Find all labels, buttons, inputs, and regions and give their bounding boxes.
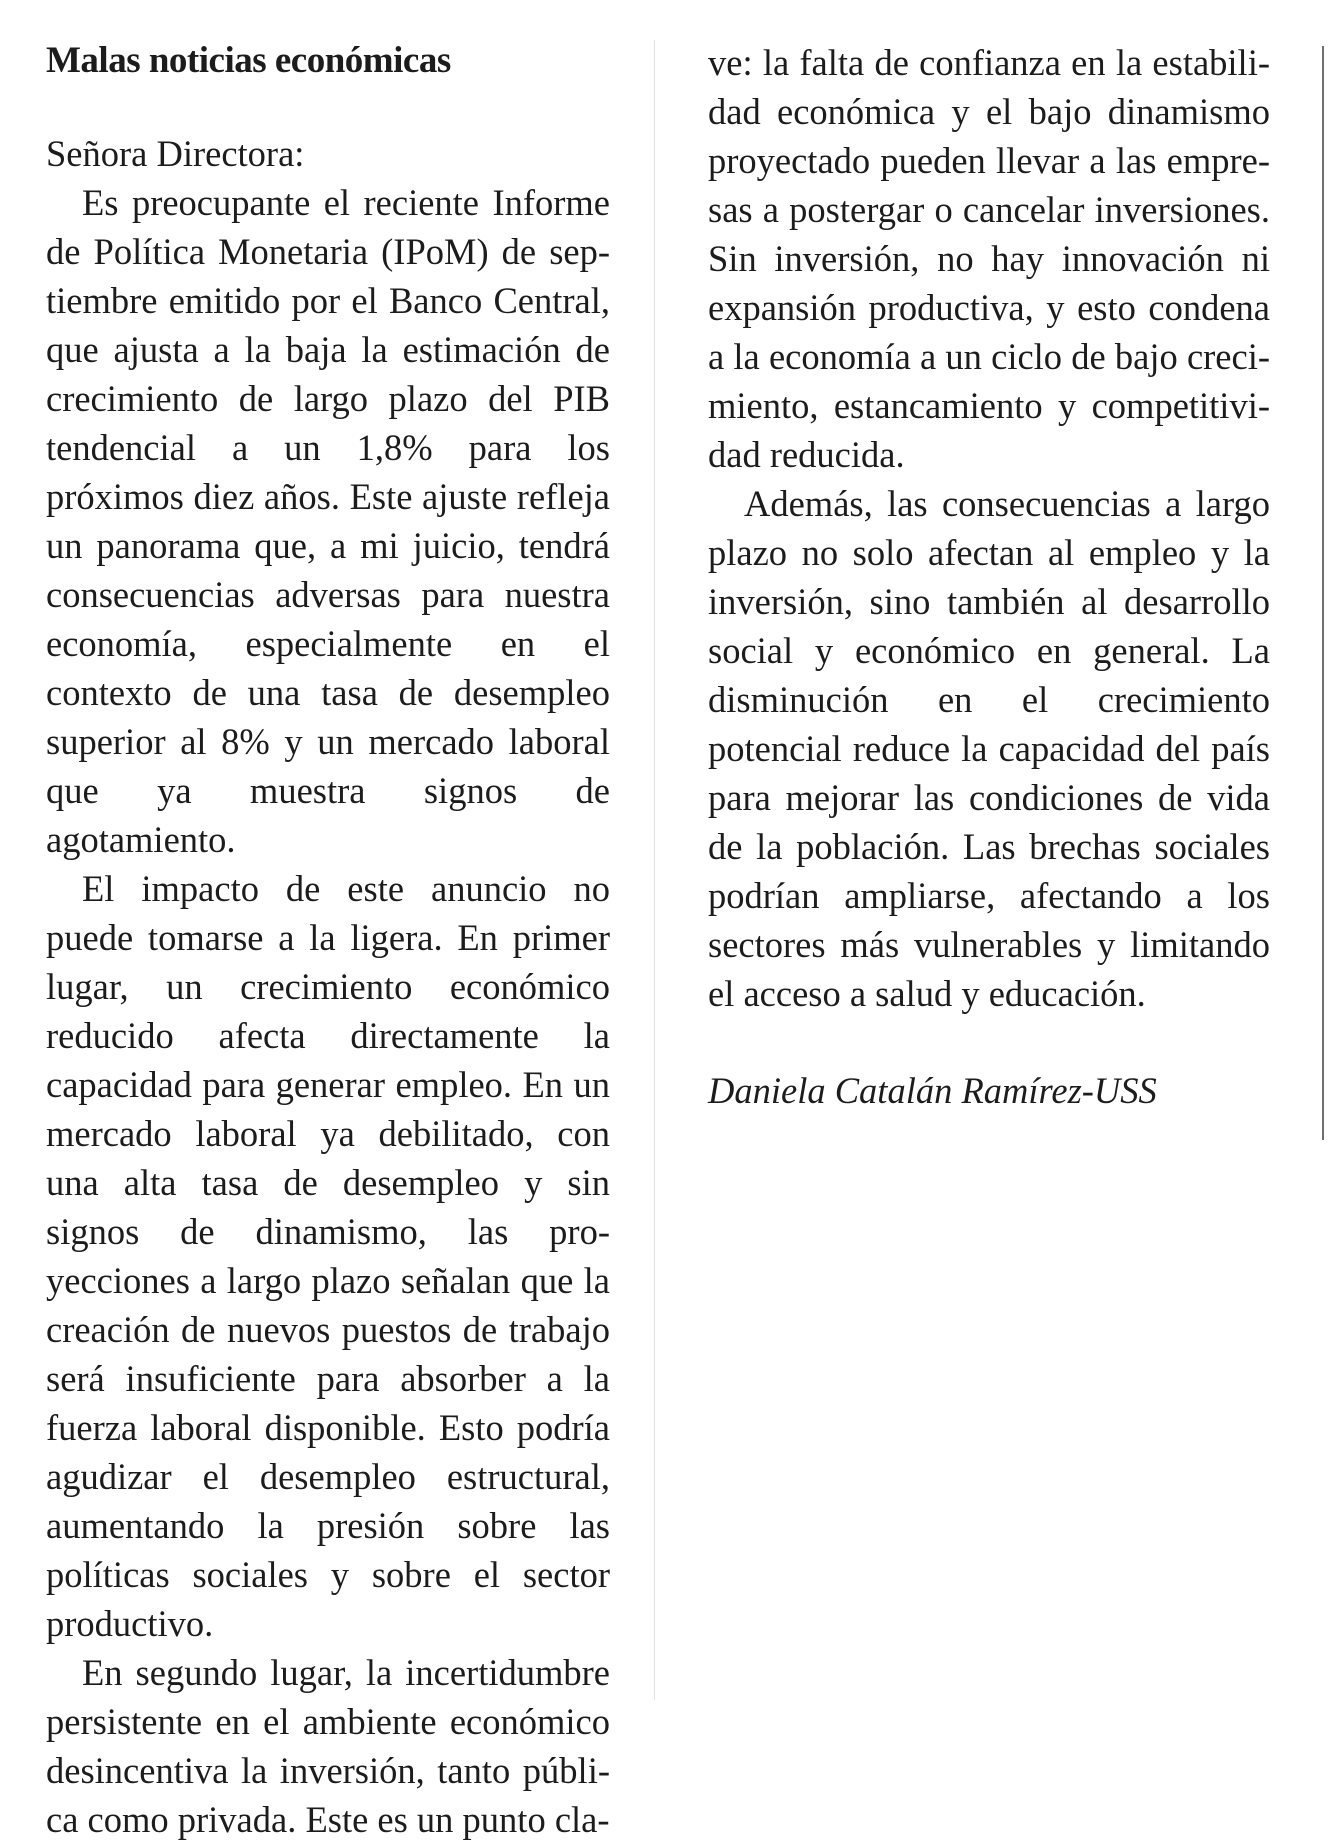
left-column: [46, 38, 610, 1844]
paragraph-3-start: En segundo lugar, la incertidumbre persistente en el ambiente económico desincentiva la inversión, tanto pública como privada. Este es un punto cla-: [46, 1652, 610, 1840]
paragraph-4: Además, las consecuencias a largo plazo no solo afectan al empleo y la inversión, sino también al desarrollo social y económico en general. La disminución en el crecimiento potencial reduce la capacidad del país para mejorar las condiciones de vida de la población. Las brechas sociales podrían ampliarse, afectando a los sectores más vulnerables y limitando el acceso a salud y educación.: [708, 483, 1270, 1014]
paragraph-2: El impacto de este anuncio no puede tomarse a la ligera. En primer lugar, un crecimiento económico reducido afecta directamente la capacidad para generar empleo. En un mercado laboral ya debilitado, con una alta tasa de desempleo y sin signos de dinamismo, las proyecciones a largo plazo señalan que la creación de nuevos puestos de trabajo será insuficiente para absorber a la fuerza laboral disponible. Esto podría agudizar el desempleo estructural, aumentando la presión sobre las políticas sociales y sobre el sector productivo.: [46, 868, 610, 1644]
article-headline: Malas noticias económicas: [46, 40, 451, 81]
paragraph-1: Es preocupante el reciente Informe de Política Monetaria (IPoM) de septiembre emitido por el Banco Central, que ajusta a la baja la estimación de crecimiento de largo plazo del PIB tendencial a un 1,8% para los próximos diez años. Este ajuste refleja un panorama que, a mi juicio, tendrá consecuencias adversas para nuestra economía, especialmente en el contexto de una tasa de desempleo superior al 8% y un mercado laboral que ya muestra signos de agotamiento.: [46, 182, 610, 860]
author-signature: Daniela Catalán Ramírez-USS: [708, 1070, 1157, 1111]
column-divider: [654, 40, 655, 1700]
paragraph-3-continued: ve: la falta de confianza en la estabilidad económica y el bajo dinamismo proyectado pueden llevar a las empresas a postergar o cancelar inversiones. Sin inversión, no hay innovación ni expansión productiva, y esto condena a la economía a un ciclo de bajo crecimiento, estancamiento y competitividad reducida.: [708, 42, 1270, 475]
right-column: [708, 38, 1270, 1115]
right-edge-rule: [1322, 46, 1324, 1140]
salutation: Señora Directora:: [46, 133, 305, 174]
